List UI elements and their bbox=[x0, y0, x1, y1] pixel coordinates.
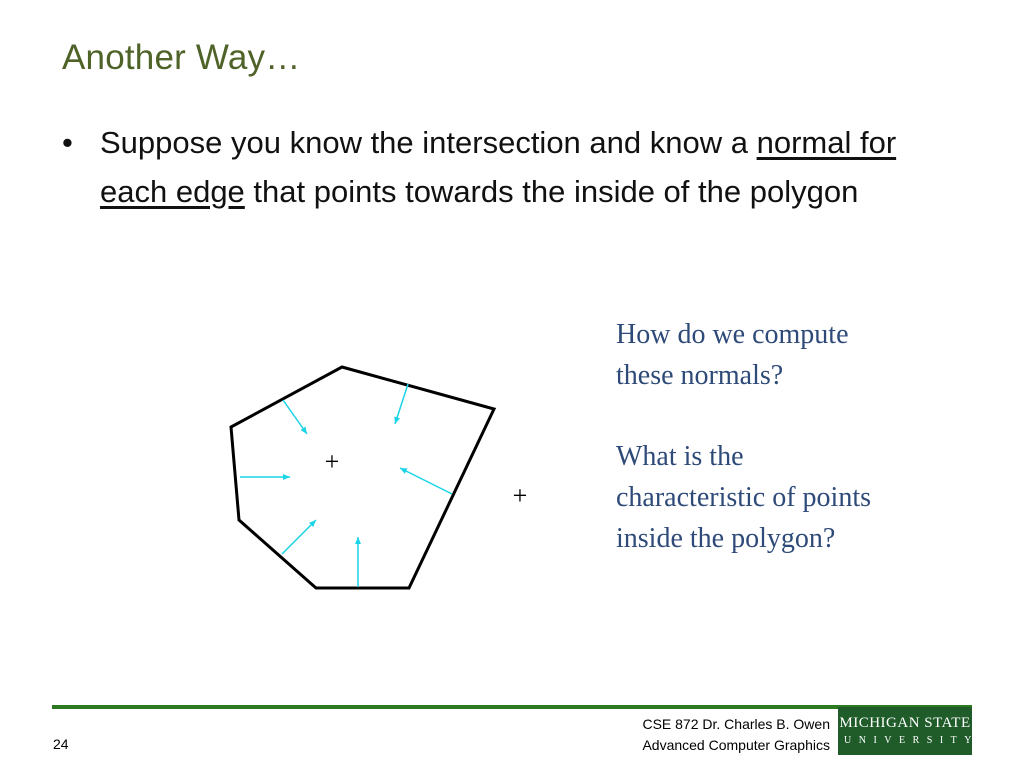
note-question-1: How do we compute these normals? bbox=[616, 319, 849, 391]
side-notes bbox=[616, 314, 876, 599]
footer-credit bbox=[642, 714, 830, 756]
normal-arrow bbox=[395, 384, 408, 424]
normal-arrow bbox=[400, 468, 452, 494]
plus-marker-outside: + bbox=[512, 481, 528, 510]
logo-line-bottom: UNIVERSITY bbox=[844, 735, 979, 746]
normal-arrow bbox=[282, 520, 316, 554]
logo-line-top: MICHIGAN STATE bbox=[839, 715, 971, 731]
footer-subject-line: Advanced Computer Graphics bbox=[642, 737, 830, 753]
university-logo bbox=[838, 707, 979, 755]
bullet-marker: • bbox=[62, 125, 73, 160]
bullet-text-underlined: normal for each edge bbox=[100, 125, 897, 209]
normal-arrow bbox=[283, 400, 307, 434]
note-question-2: What is the characteristic of points inside the polygon? bbox=[616, 441, 872, 554]
plus-marker-inside: + bbox=[324, 447, 340, 476]
footer-divider bbox=[52, 705, 972, 709]
footer-course-line: CSE 872 Dr. Charles B. Owen bbox=[642, 716, 830, 732]
bullet-text-before: Suppose you know the intersection and know a bbox=[100, 125, 757, 160]
page-number: 24 bbox=[53, 736, 69, 752]
bullet-text-after: that points towards the inside of the polygon bbox=[244, 174, 859, 209]
slide-title: Another Way… bbox=[62, 38, 301, 77]
